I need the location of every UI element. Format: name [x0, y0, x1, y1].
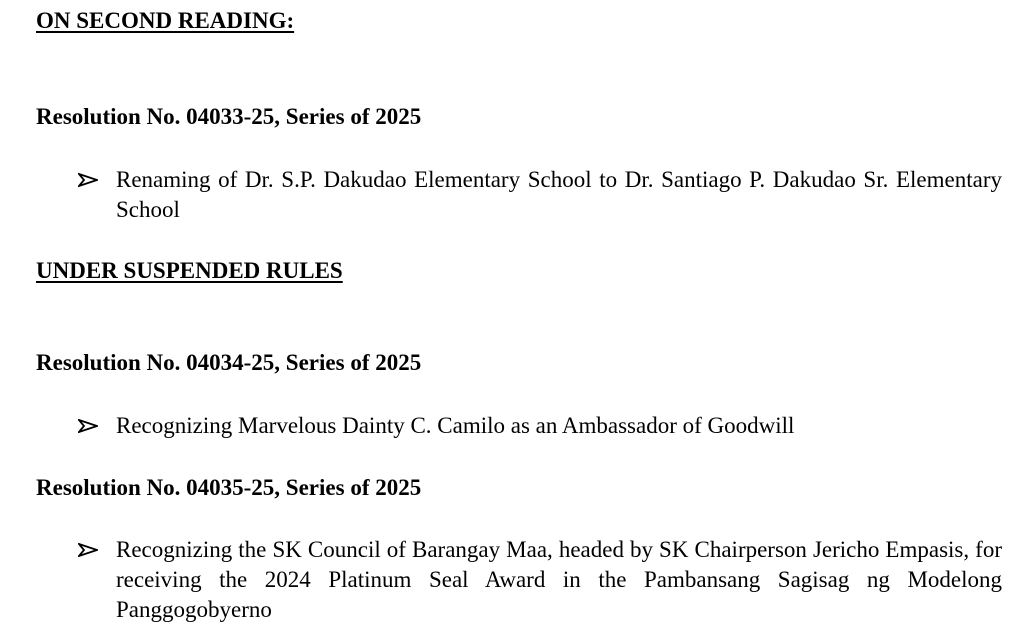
section-heading-second-reading: ON SECOND READING:	[36, 8, 295, 33]
section-heading-suspended-rules: UNDER SUSPENDED RULES	[36, 258, 343, 283]
arrow-right-icon	[78, 165, 102, 195]
arrow-right-icon	[78, 535, 102, 565]
resolution-item-04033	[78, 165, 1002, 225]
resolution-title-04033: Resolution No. 04033-25, Series of 2025	[36, 104, 422, 129]
resolution-item-text: Recognizing Marvelous Dainty C. Camilo as an Ambassador of Goodwill	[116, 413, 795, 438]
arrow-right-icon	[78, 411, 102, 441]
resolution-item-04034	[78, 411, 1002, 441]
resolution-item-text: Renaming of Dr. S.P. Dakudao Elementary School to Dr. Santiago P. Dakudao Sr. Elementary School	[116, 167, 1002, 222]
resolution-item-04035	[78, 535, 1002, 625]
resolution-title-04034: Resolution No. 04034-25, Series of 2025	[36, 350, 422, 375]
resolution-item-text: Recognizing the SK Council of Barangay Maa, headed by SK Chairperson Jericho Empasis, for receiving the 2024 Platinum Seal Award in the Pambansang Sagisag ng Modelong Panggogobyerno	[116, 537, 1002, 622]
resolution-title-04035: Resolution No. 04035-25, Series of 2025	[36, 475, 422, 500]
